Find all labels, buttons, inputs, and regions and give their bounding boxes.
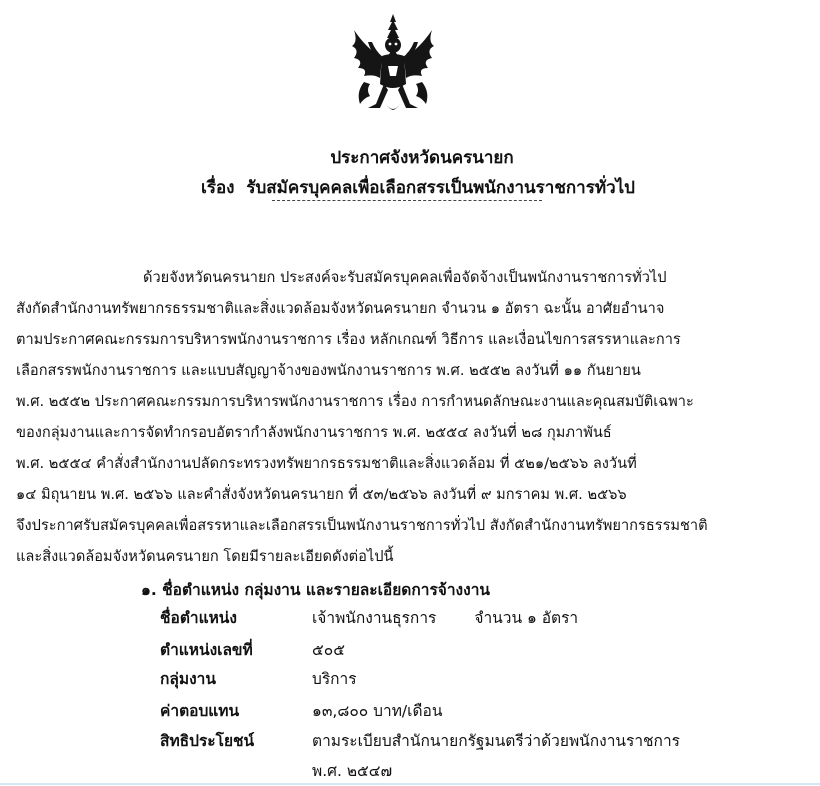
title-divider — [272, 200, 542, 201]
body-line: ด้วยจังหวัดนครนายก ประสงค์จะรับสมัครบุคคลเพื่อจัดจ้างเป็นพนักงานราชการทั่วไป — [143, 269, 667, 286]
announcement-title: ประกาศจังหวัดนครนายก — [330, 148, 514, 168]
position-row — [160, 604, 578, 632]
work-group-row — [160, 665, 357, 693]
compensation-row — [160, 697, 442, 725]
body-line: ตามประกาศคณะกรรมการบริหารพนักงานราชการ เรื่อง หลักเกณฑ์ วิธีการ และเงื่อนไขการสรรหาและการ — [16, 331, 681, 348]
benefits-value-continued: พ.ศ. ๒๕๔๗ — [312, 762, 393, 780]
announcement-body — [16, 262, 816, 572]
announcement-subject — [8, 174, 820, 201]
subject-text: รับสมัครบุคคลเพื่อเลือกสรรเป็นพนักงานราชการทั่วไป — [246, 178, 635, 198]
body-line: ๑๔ มิถุนายน พ.ศ. ๒๕๖๖ และคำสั่งจังหวัดนครนายก ที่ ๕๓/๒๕๖๖ ลงวันที่ ๙ มกราคม พ.ศ. ๒๕๖๖ — [16, 486, 627, 503]
work-group-label: กลุ่มงาน — [160, 670, 216, 688]
position-number-row — [160, 636, 345, 664]
body-line: สังกัดสำนักงานทรัพยากรธรรมชาติและสิ่งแวดล้อมจังหวัดนครนายก จำนวน ๑ อัตรา ฉะนั้น อาศัยอำนาจ — [16, 300, 665, 317]
benefits-value: ตามระเบียบสำนักนายกรัฐมนตรีว่าด้วยพนักงานราชการ — [312, 732, 680, 750]
compensation-value: ๑๓,๘๐๐ บาท/เดือน — [312, 702, 443, 720]
benefits-row — [160, 727, 680, 755]
section-1-heading: ๑. ชื่อตำแหน่ง กลุ่มงาน และรายละเอียดการจ้างงาน — [141, 581, 490, 599]
page-bottom-edge — [0, 783, 820, 785]
body-line: เลือกสรรพนักงานราชการ และแบบสัญญาจ้างของพนักงานราชการ พ.ศ. ๒๕๕๒ ลงวันที่ ๑๑ กันยายน — [16, 362, 641, 379]
position-number-label: ตำแหน่งเลขที่ — [160, 641, 253, 659]
subject-label: เรื่อง — [201, 178, 235, 198]
position-number-value: ๕๐๕ — [312, 641, 345, 659]
body-line: จึงประกาศรับสมัครบุคคลเพื่อสรรหาและเลือกสรรเป็นพนักงานราชการทั่วไป สังกัดสำนักงานทรัพยากรธรรมชาติ — [16, 517, 708, 534]
position-label: ชื่อตำแหน่ง — [160, 609, 237, 627]
body-line: ของกลุ่มงานและการจัดทำกรอบอัตรากำลังพนักงานราชการ พ.ศ. ๒๕๕๔ ลงวันที่ ๒๘ กุมภาพันธ์ — [16, 424, 612, 441]
garuda-emblem-icon — [338, 12, 448, 127]
body-line: พ.ศ. ๒๕๕๔ คำสั่งสำนักงานปลัดกระทรวงทรัพยากรธรรมชาติและสิ่งแวดล้อม ที่ ๕๒๑/๒๕๖๖ ลงวันที่ — [16, 455, 637, 472]
body-line: พ.ศ. ๒๕๕๒ ประกาศคณะกรรมการบริหารพนักงานราชการ เรื่อง การกำหนดลักษณะงานและคุณสมบัติเฉพาะ — [16, 393, 694, 410]
compensation-label: ค่าตอบแทน — [160, 702, 240, 720]
position-value: เจ้าพนักงานธุรการ — [312, 609, 437, 627]
work-group-value: บริการ — [312, 670, 357, 688]
position-quota: จำนวน ๑ อัตรา — [474, 609, 579, 627]
benefits-label: สิทธิประโยชน์ — [160, 732, 255, 750]
body-line: และสิ่งแวดล้อมจังหวัดนครนายก โดยมีรายละเอียดดังต่อไปนี้ — [16, 548, 394, 565]
